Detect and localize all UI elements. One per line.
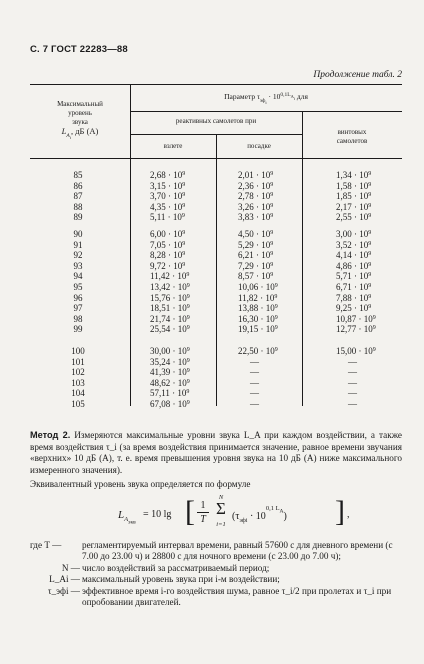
takeoff-cell: $67,08 \cdot 10^9$ xyxy=(150,398,190,409)
landing-cell: $11,82 \cdot 10^9$ xyxy=(238,292,278,303)
prop-cell: $1,58 \cdot 10^9$ xyxy=(336,180,372,191)
sum-top: N xyxy=(218,494,224,501)
table-row xyxy=(30,367,402,378)
table-row xyxy=(30,202,402,213)
prop-cell: $12,77 \cdot 10^9$ xyxy=(336,324,376,335)
prop-cell: $2,17 \cdot 10^9$ xyxy=(336,201,372,212)
takeoff-cell: $25,54 \cdot 10^9$ xyxy=(150,324,190,335)
level-cell: 99 xyxy=(73,324,83,335)
table-row xyxy=(30,314,402,325)
table-row xyxy=(30,240,402,251)
level-cell: 95 xyxy=(73,281,83,292)
landing-cell: — xyxy=(250,377,259,388)
def-tau: τ_эфi — эффективное время i-го воздействия шума, равное τ_i/2 при пролетах и τ_i при опробовании двигателей. xyxy=(47,585,392,608)
landing-cell: $2,78 \cdot 10^9$ xyxy=(238,191,274,202)
method-paragraph: Метод 2. Измеряются максимальные уровни звука L_A при каждом воздействии, а также время воздействия τ_i (за время воздействия принимается значение, равное времени звучания «верхних» 10 дБ (A), т. е. время превышения уровня звука на 10 дБ (A) ниже максимального измеренного значения). xyxy=(30,430,402,475)
takeoff-cell: $13,42 \cdot 10^9$ xyxy=(150,281,190,292)
prop-cell: $5,71 \cdot 10^9$ xyxy=(336,271,372,282)
definitions xyxy=(30,540,402,608)
level-cell: 102 xyxy=(71,367,85,378)
reactive-header: реактивных самолетов при xyxy=(175,117,257,125)
frac-num: 1 xyxy=(200,500,206,511)
level-cell: 101 xyxy=(71,356,85,367)
prop-cell: $4,86 \cdot 10^9$ xyxy=(336,260,372,271)
takeoff-cell: $2,68 \cdot 10^9$ xyxy=(150,170,186,180)
prop-cell: — xyxy=(348,388,357,399)
level-cell: 103 xyxy=(71,377,85,388)
table-row xyxy=(30,181,402,192)
level-cell: 93 xyxy=(73,260,83,271)
table-group-1 xyxy=(30,170,402,223)
level-cell: 105 xyxy=(71,398,85,409)
frac-bar xyxy=(197,512,209,513)
takeoff-cell: $6,00 \cdot 10^9$ xyxy=(150,229,186,239)
landing-cell: $6,21 \cdot 10^9$ xyxy=(238,250,274,261)
table-group-2 xyxy=(30,229,402,335)
def-LAi: L_Ai — максимальный уровень звука при i-м воздействии; xyxy=(49,574,280,585)
landing-cell: $3,26 \cdot 10^9$ xyxy=(238,201,274,212)
landing-cell: $13,88 \cdot 10^9$ xyxy=(238,303,278,314)
prop-cell: — xyxy=(348,398,357,409)
landing-cell: $4,50 \cdot 10^9$ xyxy=(238,229,274,239)
table-row xyxy=(30,293,402,304)
def-T: где T — регламентируемый интервал времени, равный 57600 с для дневного времени (с 7.00 до 23.00 ч) и 28800 с для ночного времени (с 23.00 до 7.00 ч); xyxy=(30,540,393,562)
table-row xyxy=(30,212,402,223)
sum-sign: Σ xyxy=(216,499,226,518)
table-top-rule xyxy=(30,84,402,85)
landing-cell: $8,57 \cdot 10^9$ xyxy=(238,271,274,282)
bracket-left: [ xyxy=(185,495,195,528)
level-cell: 91 xyxy=(73,239,83,250)
level-cell: 104 xyxy=(71,388,85,399)
def-N: N — число воздействий за рассматриваемый период; xyxy=(61,562,270,573)
prop-cell: $1,85 \cdot 10^9$ xyxy=(336,191,372,202)
col-level-header: Максимальный уровень звука $L_{A_i}$, дБ (А) xyxy=(57,100,103,140)
level-cell: 98 xyxy=(73,313,83,324)
table-row xyxy=(30,271,402,282)
landing-cell: $22,50 \cdot 10^9$ xyxy=(238,346,278,356)
prop-cell: $9,25 \cdot 10^9$ xyxy=(336,303,372,314)
landing-cell: $5,29 \cdot 10^9$ xyxy=(238,239,274,250)
level-cell: 87 xyxy=(73,191,83,202)
landing-cell: $2,01 \cdot 10^9$ xyxy=(238,170,274,180)
prop-cell: $3,52 \cdot 10^9$ xyxy=(336,239,372,250)
prop-cell: $7,88 \cdot 10^9$ xyxy=(336,292,372,303)
prop-cell: $6,71 \cdot 10^9$ xyxy=(336,281,372,292)
prop-cell: $4,14 \cdot 10^9$ xyxy=(336,250,372,261)
prop-cell: $15,00 \cdot 10^9$ xyxy=(336,346,376,356)
prop-cell: $2,55 \cdot 10^9$ xyxy=(336,212,372,223)
table-row xyxy=(30,399,402,410)
takeoff-cell: $8,28 \cdot 10^9$ xyxy=(150,250,186,261)
landing-cell: $2,36 \cdot 10^9$ xyxy=(238,180,274,191)
level-cell: 85 xyxy=(73,170,83,180)
table-row xyxy=(30,388,402,399)
takeoff-cell: $18,51 \cdot 10^9$ xyxy=(150,303,190,314)
landing-cell: $7,29 \cdot 10^9$ xyxy=(238,260,274,271)
level-cell: 94 xyxy=(73,271,83,282)
header-rule-1 xyxy=(130,111,402,112)
formula-comma: , xyxy=(347,509,350,520)
takeoff-cell: $3,15 \cdot 10^9$ xyxy=(150,180,186,191)
takeoff-cell: $15,76 \cdot 10^9$ xyxy=(150,292,190,303)
landing-cell: — xyxy=(250,398,259,409)
table-row xyxy=(30,346,402,357)
level-cell: 90 xyxy=(73,229,83,239)
level-cell: 100 xyxy=(71,346,85,356)
takeoff-cell: $57,11 \cdot 10^9$ xyxy=(150,388,190,399)
sum-bottom: i=1 xyxy=(216,521,226,528)
page-header: С. 7 ГОСТ 22283—88 xyxy=(30,44,128,55)
takeoff-cell: $48,62 \cdot 10^9$ xyxy=(150,377,190,388)
takeoff-cell: $30,00 \cdot 10^9$ xyxy=(150,346,190,356)
landing-cell: $16,30 \cdot 10^9$ xyxy=(238,313,278,324)
table-row xyxy=(30,324,402,335)
prop-cell: $3,00 \cdot 10^9$ xyxy=(336,229,372,239)
table-row xyxy=(30,261,402,272)
prop-cell: $10,87 \cdot 10^9$ xyxy=(336,313,376,324)
landing-cell: $10,06 \cdot 10^9$ xyxy=(238,281,278,292)
level-cell: 89 xyxy=(73,212,83,223)
takeoff-cell: $7,05 \cdot 10^9$ xyxy=(150,239,186,250)
takeoff-cell: $3,70 \cdot 10^9$ xyxy=(150,191,186,202)
prop-cell: — xyxy=(348,377,357,388)
prop-cell: — xyxy=(348,367,357,378)
takeoff-cell: $11,42 \cdot 10^9$ xyxy=(150,271,190,282)
table-row xyxy=(30,229,402,240)
formula-tau: $(\tau_{эфi} \cdot 10^{0,1 L_A})$ xyxy=(232,505,287,524)
table-row xyxy=(30,191,402,202)
bracket-right: ] xyxy=(335,495,345,528)
table-row xyxy=(30,357,402,368)
takeoff-cell: $5,11 \cdot 10^9$ xyxy=(150,212,185,223)
prop-cell: — xyxy=(348,356,357,367)
level-cell: 88 xyxy=(73,201,83,212)
level-cell: 97 xyxy=(73,303,83,314)
frac-den: T xyxy=(200,514,206,525)
table-group-3 xyxy=(30,346,402,410)
table-continuation-label: Продолжение табл. 2 xyxy=(313,70,402,80)
prop-cell: $1,34 \cdot 10^9$ xyxy=(336,170,372,180)
landing-cell: — xyxy=(250,356,259,367)
landing-cell: $19,15 \cdot 10^9$ xyxy=(238,324,278,335)
landing-cell: — xyxy=(250,388,259,399)
formula-lhs: $L_{A_{экв}}$ xyxy=(118,509,136,526)
table-row xyxy=(30,250,402,261)
formula-eq: = 10 lg xyxy=(143,509,172,520)
takeoff-cell: $21,74 \cdot 10^9$ xyxy=(150,313,190,324)
takeoff-cell: $4,35 \cdot 10^9$ xyxy=(150,201,186,212)
table-row xyxy=(30,378,402,389)
takeoff-cell: $35,24 \cdot 10^9$ xyxy=(150,356,190,367)
landing-header: посадке xyxy=(247,142,271,150)
level-cell: 96 xyxy=(73,292,83,303)
takeoff-header: взлете xyxy=(163,142,183,150)
prop-header: винтовых самолетов xyxy=(336,128,368,145)
table-row xyxy=(30,303,402,314)
equiv-text: Эквивалентный уровень звука определяется по формуле xyxy=(30,479,251,489)
takeoff-cell: $41,39 \cdot 10^9$ xyxy=(150,367,190,378)
takeoff-cell: $9,72 \cdot 10^9$ xyxy=(150,260,186,271)
level-cell: 86 xyxy=(73,180,83,191)
param-header: Параметр $\tau_{эф_i} \cdot 10^{0,1L_{A_i}}$ для xyxy=(224,92,308,105)
table-row xyxy=(30,282,402,293)
landing-cell: $3,83 \cdot 10^9$ xyxy=(238,212,274,223)
landing-cell: — xyxy=(250,367,259,378)
table-row xyxy=(30,170,402,181)
level-cell: 92 xyxy=(73,250,83,261)
